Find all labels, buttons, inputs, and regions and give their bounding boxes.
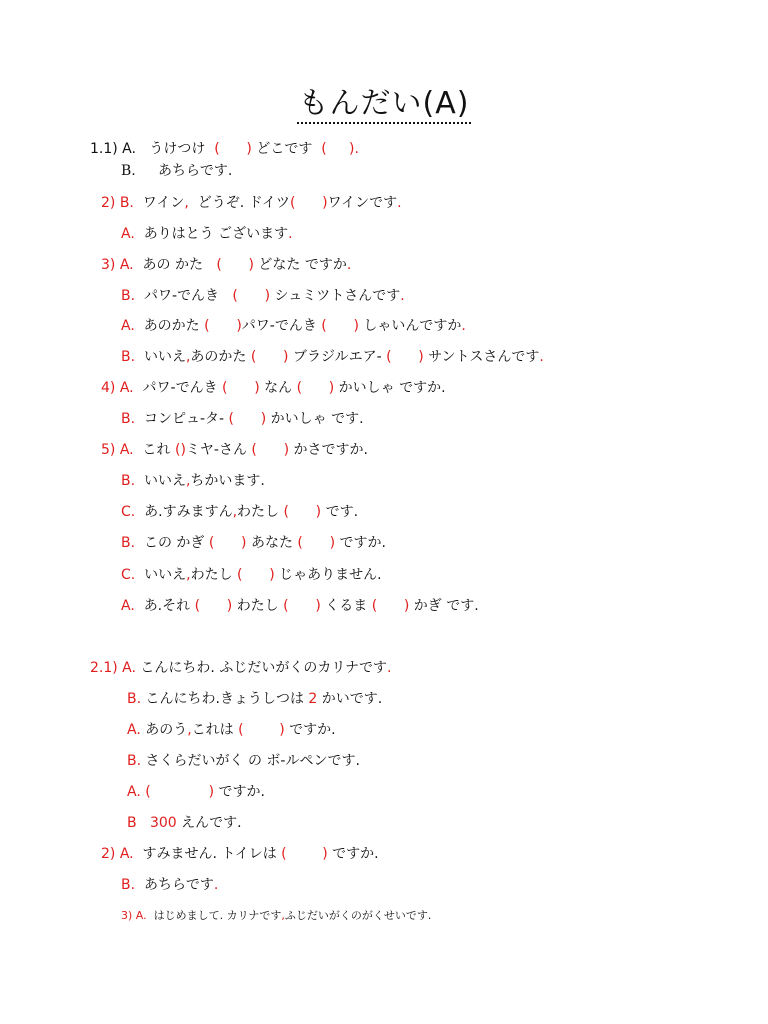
line-3-b: B. パワ-でんき ( ) シュミツトさんです. — [121, 288, 405, 304]
line-2-1-a3: A. ( ) ですか. — [127, 784, 265, 800]
line-3-b2: B. いいえ,あのかた ( ) ブラジルエア- ( ) サントスさんです. — [121, 349, 544, 365]
line-2-1-b2: B. さくらだいがく の ボ-ルペンです. — [127, 753, 360, 769]
line-2-1-b3: B 300 えんです. — [127, 815, 242, 831]
line-5-a2: A. あ.それ ( ) わたし ( ) くるま ( ) かぎ です. — [121, 598, 479, 614]
line-5-c2: C. いいえ,わたし ( ) じゃありません. — [121, 567, 382, 583]
line-5-a: 5) A. これ ()ミヤ-さん ( ) かさですか. — [101, 442, 368, 458]
line-2-a: A. ありはとう ございます. — [121, 226, 293, 242]
line-1-1-a: 1.1) A. うけつけ ( ) どこです ( ). — [90, 141, 359, 157]
line-2-1-a2: A. あのう,これは ( ) ですか. — [127, 722, 336, 738]
line-5-b2: B. この かぎ ( ) あなた ( ) ですか. — [121, 535, 386, 551]
line-3-small: 3) A. はじめまして. カリナです,ふじだいがくのがくせいです. — [121, 909, 432, 922]
line-3-a: 3) A. あの かた ( ) どなた ですか. — [101, 257, 352, 273]
page-title: もんだい(A) — [0, 84, 768, 124]
line-4-a: 4) A. パワ-でんき ( ) なん ( ) かいしゃ ですか. — [101, 380, 446, 396]
line-5-b: B. いいえ,ちかいます. — [121, 473, 265, 489]
line-1-1-b: B. あちらです. — [121, 163, 233, 179]
line-4-b: B. コンピュ-タ- ( ) かいしゃ です. — [121, 411, 364, 427]
line-5-c: C. あ.すみますん,わたし ( ) です. — [121, 504, 359, 520]
line-3-a2: A. あのかた ( )パワ-でんき ( ) しゃいんですか. — [121, 318, 466, 334]
line-2-2-a: 2) A. すみません. トイレは ( ) ですか. — [101, 846, 379, 862]
line-2-1-a: 2.1) A. こんにちわ. ふじだいがくのカリナです. — [90, 660, 392, 676]
line-2-b: 2) B. ワイン, どうぞ. ドイツ( )ワインです. — [101, 195, 402, 211]
line-2-2-b: B. あちらです. — [121, 877, 219, 893]
line-2-1-b: B. こんにちわ.きょうしつは 2 かいです. — [127, 691, 383, 707]
